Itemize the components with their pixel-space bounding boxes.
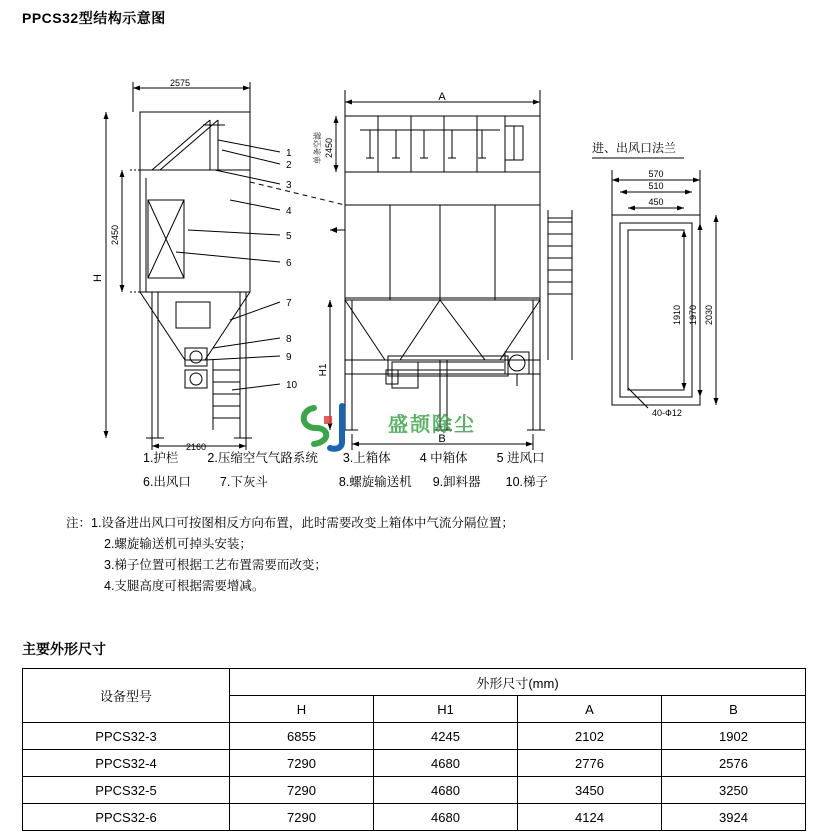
dim-B: B	[438, 433, 446, 445]
callout-4: 4	[286, 206, 292, 217]
callout-6: 6	[286, 258, 292, 269]
header-model: 设备型号	[23, 669, 230, 723]
cell-B: 3924	[662, 804, 806, 831]
legend-row-1	[143, 448, 545, 466]
header-group: 外形尺寸(mm)	[230, 669, 806, 696]
cell-A: 2776	[518, 750, 662, 777]
cell-H: 7290	[230, 804, 374, 831]
table-header-row	[23, 669, 806, 696]
cell-model: PPCS32-4	[23, 750, 230, 777]
callout-10: 10	[286, 380, 298, 391]
dim-2575: 2575	[169, 78, 191, 88]
structure-diagram	[0, 30, 828, 450]
cell-H1: 4680	[374, 804, 518, 831]
legend-item: 3.上箱体	[342, 451, 391, 465]
dim-H1: H1	[318, 363, 329, 377]
legend-item: 5 进风口	[496, 451, 545, 465]
cell-A: 4124	[518, 804, 662, 831]
cell-B: 3250	[662, 777, 806, 804]
table-row	[23, 723, 806, 750]
legend-item: 9.卸料器	[432, 475, 481, 489]
legend-row-2	[143, 472, 548, 490]
cell-model: PPCS32-5	[23, 777, 230, 804]
dim-2160: 2160	[185, 442, 207, 450]
legend-item: 10.梯子	[505, 475, 549, 489]
hole-note: 40-Ф12	[652, 408, 682, 418]
legend-item: 2.压缩空气气路系统	[207, 451, 318, 465]
callout-9: 9	[286, 352, 292, 363]
dim-A: A	[438, 91, 446, 103]
callout-7: 7	[286, 298, 292, 309]
callout-3: 3	[286, 180, 292, 191]
cell-H: 7290	[230, 750, 374, 777]
header-A: A	[518, 696, 662, 723]
table-row	[23, 750, 806, 777]
cell-B: 2576	[662, 750, 806, 777]
table-row	[23, 777, 806, 804]
header-H: H	[230, 696, 374, 723]
dim-front-2450: 2450	[324, 137, 334, 159]
watermark-text: 盛颉除尘	[388, 414, 476, 436]
header-B: B	[662, 696, 806, 723]
diagram-svg	[0, 30, 828, 450]
cell-model: PPCS32-3	[23, 723, 230, 750]
dim-510: 510	[648, 181, 664, 191]
cell-A: 2102	[518, 723, 662, 750]
dim-1970: 1970	[688, 304, 698, 326]
dim-H: H	[92, 274, 104, 282]
flange-view-title: 进、出风口法兰	[592, 141, 677, 155]
dim-2030: 2030	[704, 304, 714, 326]
cell-H: 6855	[230, 723, 374, 750]
dim-1910: 1910	[672, 304, 682, 326]
cell-H1: 4680	[374, 777, 518, 804]
note-line: 3.梯子位置可根据工艺布置需要而改变；	[104, 558, 327, 572]
note-line: 4.支腿高度可根据需要增减。	[104, 579, 265, 593]
note-line: 注：1.设备进出风口可按图相反方向布置，此时需要改变上箱体中气流分隔位置；	[66, 516, 514, 530]
cell-H1: 4245	[374, 723, 518, 750]
page-title: PPCS32型结构示意图	[22, 10, 166, 26]
callout-8: 8	[286, 334, 292, 345]
dim-450: 450	[648, 197, 664, 207]
section-title: 主要外形尺寸	[22, 641, 106, 657]
legend-item: 1.护栏	[143, 451, 179, 465]
cell-B: 1902	[662, 723, 806, 750]
callout-1: 1	[286, 148, 292, 159]
dimensions-table	[22, 668, 806, 831]
dim-left-2450: 2450	[110, 224, 120, 246]
callout-2: 2	[286, 160, 292, 171]
cell-H: 7290	[230, 777, 374, 804]
header-H1: H1	[374, 696, 518, 723]
table-row	[23, 804, 806, 831]
dim-570: 570	[648, 169, 664, 179]
legend-item: 8.螺旋输送机	[338, 475, 412, 489]
cell-A: 3450	[518, 777, 662, 804]
legend-item: 6.出风口	[143, 475, 191, 489]
callout-5: 5	[286, 231, 292, 242]
dim-front-label: 单条空滤	[313, 132, 322, 164]
cell-H1: 4680	[374, 750, 518, 777]
legend-item: 4 中箱体	[419, 451, 468, 465]
legend-item: 7.下灰斗	[219, 475, 268, 489]
cell-model: PPCS32-6	[23, 804, 230, 831]
note-line: 2.螺旋输送机可掉头安装；	[104, 537, 252, 551]
